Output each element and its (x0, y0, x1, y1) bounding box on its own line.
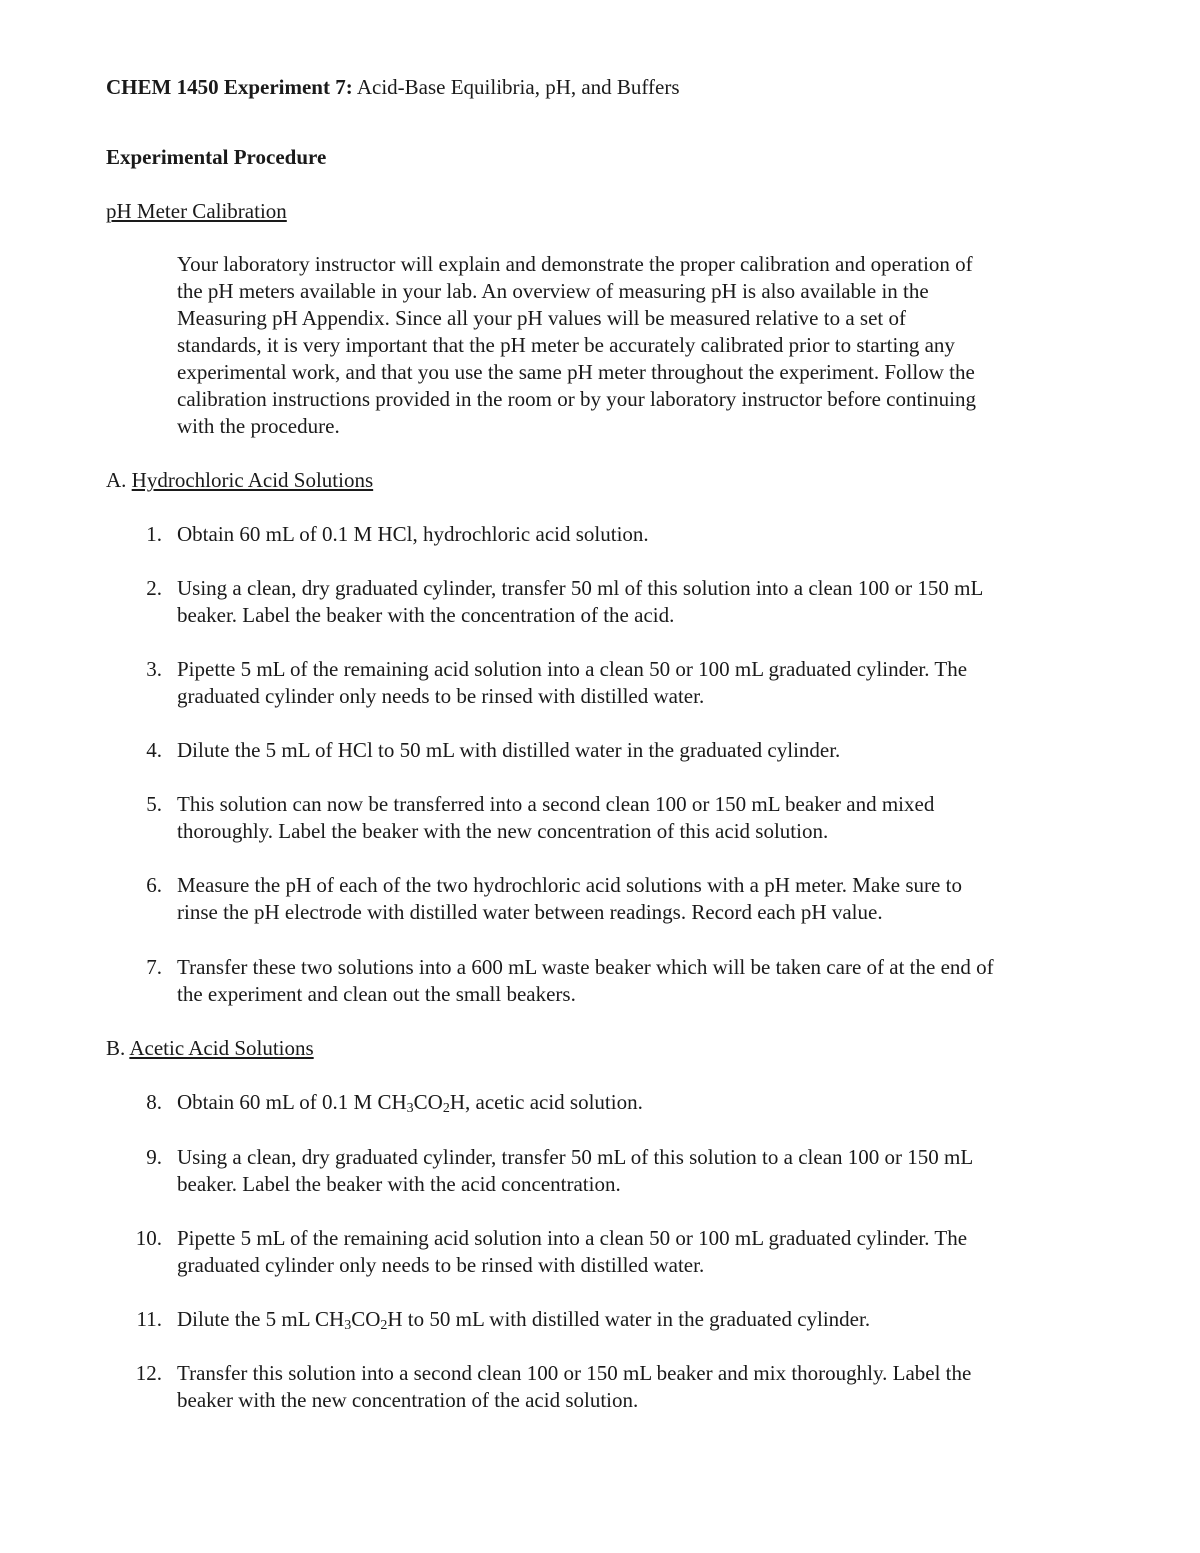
text-fragment: CO (413, 1090, 443, 1114)
text-fragment: H, acetic acid solution. (449, 1090, 643, 1114)
step-line (177, 1089, 1107, 1116)
step-text (177, 737, 1107, 764)
step-text (177, 1225, 1107, 1279)
step-line: Obtain 60 mL of 0.1 M HCl, hydrochloric acid solution. (177, 522, 649, 546)
step-text (177, 656, 1107, 710)
step-number: 2. (146, 576, 162, 600)
step-text (177, 1306, 1107, 1333)
step-number: 11. (136, 1307, 162, 1331)
step-text (177, 1089, 1107, 1116)
section-heading: Experimental Procedure (106, 145, 327, 169)
step-number: 5. (146, 792, 162, 816)
step-line: Transfer these two solutions into a 600 mL waste beaker which will be taken care of at the end of (177, 955, 994, 979)
subscript: 3 (344, 1318, 352, 1333)
step-number: 10. (135, 1226, 162, 1250)
paragraph-line: calibration instructions provided in the room or by your laboratory instructor before continuing (177, 387, 976, 411)
step-line: This solution can now be transferred into a second clean 100 or 150 mL beaker and mixed (177, 792, 935, 816)
step-text (177, 872, 1107, 926)
part-a-letter: A. (106, 468, 127, 492)
experiment-subject: Acid-Base Equilibria, pH, and Buffers (356, 75, 680, 99)
text-fragment: Obtain 60 mL of 0.1 M CH (177, 1090, 407, 1114)
step-line: beaker with the new concentration of the acid solution. (177, 1388, 639, 1412)
course-label: CHEM 1450 Experiment 7: (106, 75, 353, 99)
step-line (177, 1306, 1107, 1333)
step-line: thoroughly. Label the beaker with the new concentration of this acid solution. (177, 819, 829, 843)
document-title (106, 74, 680, 101)
step-line: graduated cylinder only needs to be rinsed with distilled water. (177, 1253, 705, 1277)
step-line: graduated cylinder only needs to be rinsed with distilled water. (177, 684, 705, 708)
step-text (177, 1360, 1107, 1414)
subscript: 2 (442, 1101, 450, 1116)
subscript: 2 (380, 1318, 388, 1333)
step-line: Using a clean, dry graduated cylinder, transfer 50 ml of this solution into a clean 100 or 150 mL (177, 576, 984, 600)
step-number: 7. (146, 955, 162, 979)
paragraph-line: Measuring pH Appendix. Since all your pH values will be measured relative to a set of (177, 306, 906, 330)
step-number: 1. (146, 522, 162, 546)
step-line: Using a clean, dry graduated cylinder, transfer 50 mL of this solution to a clean 100 or 150 mL (177, 1145, 974, 1169)
calibration-heading: pH Meter Calibration (106, 199, 287, 223)
part-b-letter: B. (106, 1036, 126, 1060)
step-text (177, 954, 1107, 1008)
part-a-title: Hydrochloric Acid Solutions (131, 468, 374, 492)
step-number: 3. (146, 657, 162, 681)
step-line: beaker. Label the beaker with the concentration of the acid. (177, 603, 675, 627)
part-a-heading (106, 467, 373, 494)
step-line: Pipette 5 mL of the remaining acid solution into a clean 50 or 100 mL graduated cylinder. The (177, 1226, 968, 1250)
paragraph-line: experimental work, and that you use the same pH meter throughout the experiment. Follow the (177, 360, 975, 384)
calibration-paragraph (177, 251, 1137, 440)
subscript: 3 (406, 1101, 414, 1116)
paragraph-line: standards, it is very important that the pH meter be accurately calibrated prior to starting any (177, 333, 955, 357)
text-fragment: H to 50 mL with distilled water in the graduated cylinder. (387, 1307, 871, 1331)
text-fragment: CO (351, 1307, 381, 1331)
step-text (177, 521, 1107, 548)
step-line: Pipette 5 mL of the remaining acid solution into a clean 50 or 100 mL graduated cylinder. The (177, 657, 968, 681)
step-number: 8. (146, 1090, 162, 1114)
paragraph-line: with the procedure. (177, 414, 340, 438)
step-text (177, 575, 1107, 629)
step-line: Dilute the 5 mL of HCl to 50 mL with distilled water in the graduated cylinder. (177, 738, 841, 762)
step-number: 12. (135, 1361, 162, 1385)
step-line: beaker. Label the beaker with the acid concentration. (177, 1172, 621, 1196)
step-line: Measure the pH of each of the two hydrochloric acid solutions with a pH meter. Make sure to (177, 873, 962, 897)
step-number: 4. (146, 738, 162, 762)
part-b-heading (106, 1035, 314, 1062)
part-b-title: Acetic Acid Solutions (129, 1036, 314, 1060)
step-number: 9. (146, 1145, 162, 1169)
step-text (177, 1144, 1107, 1198)
step-line: Transfer this solution into a second clean 100 or 150 mL beaker and mix thoroughly. Label the (177, 1361, 972, 1385)
step-line: the experiment and clean out the small beakers. (177, 982, 576, 1006)
step-line: rinse the pH electrode with distilled water between readings. Record each pH value. (177, 900, 883, 924)
paragraph-line: Your laboratory instructor will explain and demonstrate the proper calibration and operation of (177, 252, 973, 276)
paragraph-line: the pH meters available in your lab. An overview of measuring pH is also available in the (177, 279, 929, 303)
step-text (177, 791, 1107, 845)
text-fragment: Dilute the 5 mL CH (177, 1307, 345, 1331)
step-number: 6. (146, 873, 162, 897)
